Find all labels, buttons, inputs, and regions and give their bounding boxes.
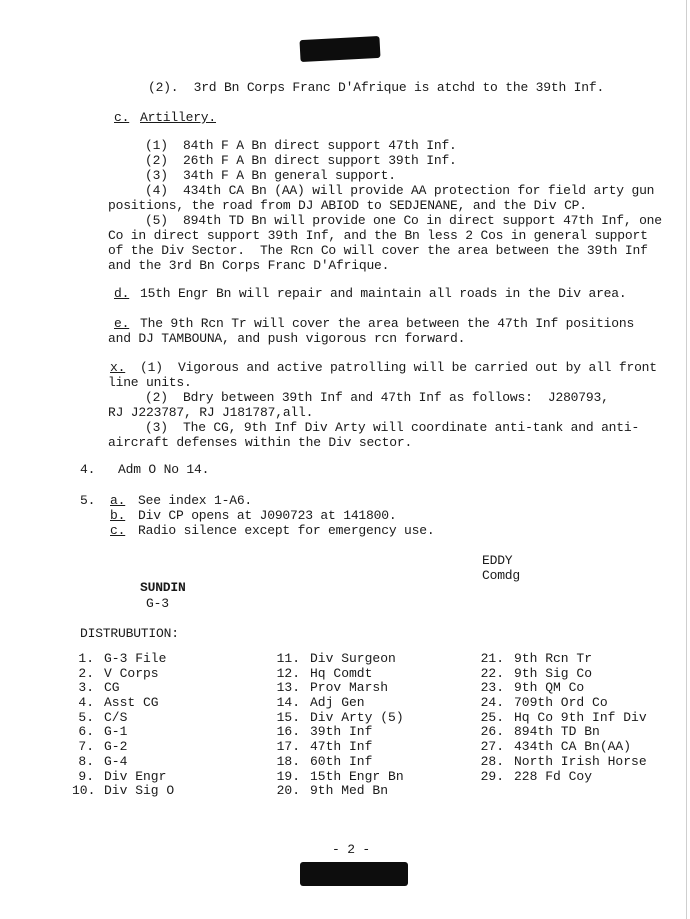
artillery-5-cont1: Co in direct support 39th Inf, and the Bn less 2 Cos in general support [108,228,648,243]
artillery-3: (3) 34th F A Bn general support. [145,168,396,183]
para-x-3-cont: aircraft defenses within the Div sector. [108,435,413,450]
list-item [480,696,647,711]
item-label: 9th Med Bn [310,783,389,799]
list-item [72,740,174,755]
item-label: Asst CG [104,695,159,711]
list-item [276,711,404,726]
list-item [480,667,647,682]
para-x-1-cont: line units. [108,375,192,390]
para-c-marker: c. [114,110,130,125]
item-label: 709th Ord Co [514,695,608,711]
item-number: 4. [78,695,94,711]
item-number: 11. [276,651,300,666]
list-item [480,711,647,726]
item-label: Div Engr [104,768,167,784]
para-x-2-cont: RJ J223787, RJ J181787,all. [108,405,314,420]
list-item [72,696,174,711]
list-item [276,725,404,740]
item-label: 894th TD Bn [514,724,600,740]
item-number: 22. [480,665,504,681]
item-number: 19. [276,768,300,784]
artillery-1: (1) 84th F A Bn direct support 47th Inf. [145,138,457,153]
item-number: 1. [78,651,94,666]
para-e-text-cont: and DJ TAMBOUNA, and push vigorous rcn forward. [108,331,466,346]
item-label: 47th Inf [310,739,373,755]
item-number: 14. [276,695,300,711]
bottom-redaction-mark [300,862,408,886]
item-number: 7. [78,739,94,755]
distribution-column-1 [72,652,174,799]
item-number: 29. [480,768,504,784]
list-item [480,755,647,770]
item-label: Prov Marsh [310,680,389,696]
list-item [276,696,404,711]
item-label: 9th QM Co [514,680,585,696]
item-label: Div Surgeon [310,651,396,666]
item-label: Hq Comdt [310,665,373,681]
list-item [480,725,647,740]
item-number: 9. [78,768,94,784]
list-item [480,681,647,696]
list-item [276,755,404,770]
para-3b-2: (2). 3rd Bn Corps Franc D'Afrique is atchd to the 39th Inf. [148,80,605,95]
item-number: 6. [78,724,94,740]
item-label: 434th CA Bn(AA) [514,739,632,755]
para-5b-marker: b. [110,508,126,523]
list-item [480,770,647,785]
item-label: 60th Inf [310,753,373,769]
item-label: 228 Fd Coy [514,768,593,784]
item-number: 15. [276,709,300,725]
para-5a-text: See index 1-A6. [138,493,253,508]
item-number: 20. [276,783,300,799]
para-e-text: The 9th Rcn Tr will cover the area between the 47th Inf positions [140,316,635,331]
officer-name: SUNDIN [140,580,186,595]
distribution-heading: DISTRUBUTION: [80,626,179,641]
item-number: 28. [480,753,504,769]
item-label: G-3 File [104,651,167,666]
item-number: 13. [276,680,300,696]
list-item [276,770,404,785]
artillery-5: (5) 894th TD Bn will provide one Co in direct support 47th Inf, one [145,213,662,228]
item-label: 9th Sig Co [514,665,593,681]
list-item [276,652,404,667]
list-item [72,711,174,726]
item-number: 21. [480,651,504,666]
item-number: 27. [480,739,504,755]
item-label: V Corps [104,665,159,681]
list-item [72,755,174,770]
officer-title: G-3 [146,596,169,611]
para-5b-text: Div CP opens at J090723 at 141800. [138,508,397,523]
page-number: - 2 - [332,842,371,857]
item-number: 25. [480,709,504,725]
list-item [276,740,404,755]
para-c-title: Artillery. [140,110,217,125]
para-x-3: (3) The CG, 9th Inf Div Arty will coordinate anti-tank and anti- [145,420,640,435]
item-label: North Irish Horse [514,753,647,769]
commander-name: EDDY [482,553,513,568]
list-item [276,681,404,696]
list-item [72,770,174,785]
item-number: 12. [276,665,300,681]
top-redaction-mark [299,36,380,62]
list-item [72,667,174,682]
artillery-2: (2) 26th F A Bn direct support 39th Inf. [145,153,457,168]
item-number: 24. [480,695,504,711]
item-number: 8. [78,753,94,769]
item-label: G-2 [104,739,128,755]
item-number: 17. [276,739,300,755]
artillery-4: (4) 434th CA Bn (AA) will provide AA protection for field arty gun [145,183,655,198]
list-item [72,652,174,667]
list-item [480,740,647,755]
para-d-marker: d. [114,286,130,301]
para-5c-marker: c. [110,523,126,538]
artillery-5-cont2: of the Div Sector. The Rcn Co will cover the area between the 39th Inf [108,243,648,258]
para-4: 4. Adm O No 14. [80,462,210,477]
item-label: 15th Engr Bn [310,768,404,784]
list-item [276,784,404,799]
list-item [72,784,174,799]
para-5-number: 5. [80,493,96,508]
item-label: Hq Co 9th Inf Div [514,709,647,725]
para-5c-text: Radio silence except for emergency use. [138,523,435,538]
list-item [276,667,404,682]
list-item [72,681,174,696]
artillery-5-cont3: and the 3rd Bn Corps Franc D'Afrique. [108,258,390,273]
item-number: 26. [480,724,504,740]
para-5a-marker: a. [110,493,126,508]
item-label: Div Arty (5) [310,709,404,725]
item-label: G-4 [104,753,128,769]
para-x-2: (2) Bdry between 39th Inf and 47th Inf as follows: J280793, [145,390,609,405]
item-number: 3. [78,680,94,696]
item-label: 39th Inf [310,724,373,740]
item-number: 5. [78,709,94,725]
item-label: C/S [104,709,128,725]
item-number: 18. [276,753,300,769]
distribution-column-2 [276,652,404,799]
item-label: G-1 [104,724,128,740]
item-label: 9th Rcn Tr [514,651,593,666]
para-e-marker: e. [114,316,130,331]
item-number: 23. [480,680,504,696]
commander-title: Comdg [482,568,521,583]
artillery-4-cont: positions, the road from DJ ABIOD to SEDJENANE, and the Div CP. [108,198,587,213]
para-d-text: 15th Engr Bn will repair and maintain all roads in the Div area. [140,286,627,301]
item-number: 2. [78,665,94,681]
page-edge-line [686,0,687,919]
list-item [480,652,647,667]
para-x-marker: x. [110,360,126,375]
item-number: 10. [72,783,96,799]
item-number: 16. [276,724,300,740]
distribution-column-3 [480,652,647,784]
item-label: Adj Gen [310,695,365,711]
item-label: CG [104,680,120,696]
para-x-1: (1) Vigorous and active patrolling will be carried out by all front [140,360,657,375]
item-label: Div Sig O [104,783,175,799]
list-item [72,725,174,740]
